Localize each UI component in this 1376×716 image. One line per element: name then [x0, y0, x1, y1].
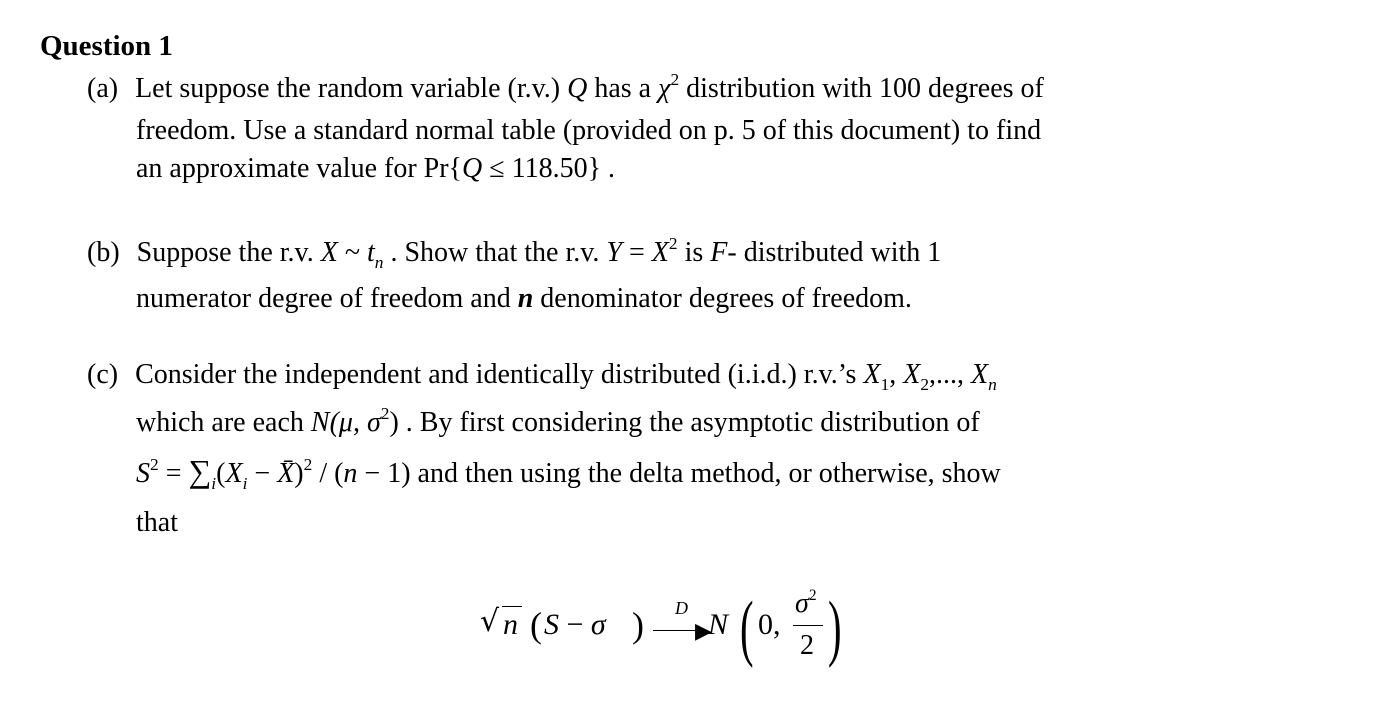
part-c-label: (c): [87, 359, 119, 390]
part-b-label: (b): [87, 237, 120, 268]
question-title: Question 1: [40, 30, 173, 62]
part-c-line-1: (c) Consider the independent and identically distributed (i.i.d.) r.v.’s $X_1$, $X_2$,..., $X_n$: [87, 359, 997, 394]
fraction-denominator: 2: [800, 630, 814, 661]
display-formula: [480, 587, 860, 672]
formula-zero: 0,: [758, 608, 781, 641]
convergence-arrow: [653, 598, 713, 644]
formula-n: n: [503, 608, 518, 641]
formula-fraction: [793, 587, 823, 670]
formula-open-paren: (: [530, 605, 542, 645]
part-a-label: (a): [87, 73, 119, 104]
part-c-line-3: $S^2 = \sum_i(X_i$ − X̄)$^2$ / (n − 1) and then using the delta method, or otherwise, show: [136, 453, 1001, 493]
part-b-line-2: numerator degree of freedom and n denominator degrees of freedom.: [136, 283, 912, 314]
formula-big-close-paren: ): [828, 587, 842, 669]
formula-big-open-paren: (: [740, 587, 754, 669]
sqrt-symbol: √: [480, 604, 500, 639]
formula-S: S − σ: [544, 608, 606, 641]
part-b-line-1: (b) Suppose the r.v. X ~ $t_n$ . Show that the r.v. $Y = X^2$ is F- distributed with 1: [87, 233, 942, 272]
part-a-line-3: an approximate value for Pr{Q ≤ 118.50} .: [136, 153, 616, 184]
fraction-numerator: $\sigma^2$: [795, 587, 817, 619]
part-c-line-2: which are each N(μ, $\sigma^2$) . By first considering the asymptotic distribution of: [136, 403, 980, 438]
part-a-line-1: (a) Let suppose the random variable (r.v.) Q has a $\chi^2$ distribution with 100 degrees of: [87, 69, 1044, 104]
part-a-line-2: freedom. Use a standard normal table (provided on p. 5 of this document) to find: [136, 115, 1042, 146]
fraction-bar: [793, 625, 823, 626]
arrow-shaft: [653, 630, 699, 631]
arrow-label: D: [675, 598, 688, 618]
formula-close-paren: ): [632, 605, 644, 645]
arrow-head-icon: ▶: [695, 619, 712, 644]
formula-N: N: [708, 608, 729, 641]
part-c-line-4: that: [136, 507, 178, 538]
sqrt-bar: [502, 606, 522, 607]
